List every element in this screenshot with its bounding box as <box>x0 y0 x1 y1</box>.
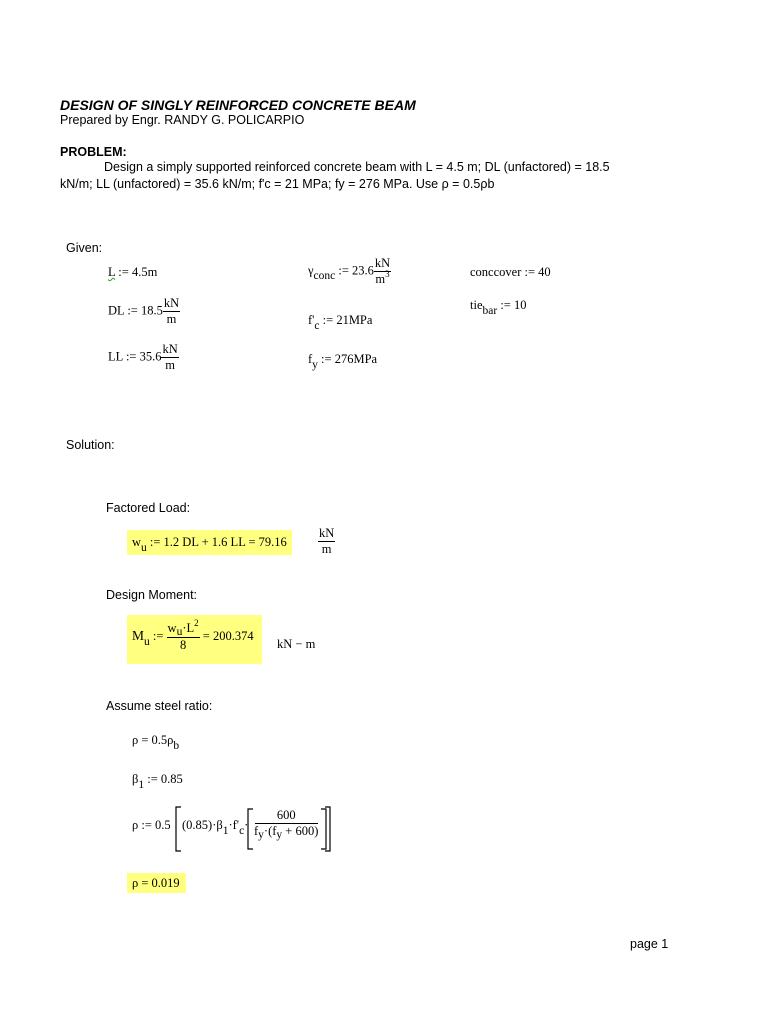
rho-formula-body: (0.85)·β1·f'c· <box>182 818 249 837</box>
rho-formula-fraction: $\frac{600}{fy\cdot(fy + 600)}$ <box>254 808 319 841</box>
unit-kN-per-m: $\frac{kN}{m}$ <box>163 296 180 326</box>
unit-kN-per-m: $\frac{kN}{m}$ <box>162 342 178 372</box>
rho-formula-prefix: ρ := 0.5 <box>132 818 171 832</box>
solution-label: Solution: <box>66 438 115 452</box>
page-number: page 1 <box>630 937 669 951</box>
given-DL: DL := 18.5 $\frac{kN}{m}$ <box>108 296 180 326</box>
beta1-definition: β1 := 0.85 <box>132 772 183 791</box>
rho-result: ρ = 0.019 <box>132 876 180 890</box>
moment-fraction: $\frac{wu\cdot L^2}{8}$ <box>167 618 199 652</box>
steel-ratio-label: Assume steel ratio: <box>106 699 213 713</box>
given-fy: fy := 276MPa <box>308 352 378 371</box>
design-moment-label: Design Moment: <box>106 588 198 602</box>
problem-label: PROBLEM: <box>60 145 127 159</box>
outer-bracket-right <box>324 806 332 852</box>
unit-kN-per-m3: $\frac{kN}{m^3}$ <box>374 256 391 286</box>
problem-line-1: Design a simply supported reinforced concrete beam with L = 4.5 m; DL (unfactored) = 18.5 <box>104 160 610 174</box>
design-moment-equation: Mu := $\frac{wu\cdot L^2}{8}$ = 200.374 <box>132 618 254 652</box>
rho-definition: ρ = 0.5ρb <box>132 733 180 752</box>
factored-load-unit: $\frac{kN}{m}$ <box>319 526 335 556</box>
given-gamma-conc: γconc := 23.6 $\frac{kN}{m^3}$ <box>308 256 391 286</box>
given-tiebar: tiebar := 10 <box>470 298 527 317</box>
given-conccover: conccover := 40 <box>470 265 551 279</box>
design-moment-unit: kN − m <box>277 637 316 651</box>
outer-bracket-left <box>174 806 182 852</box>
given-L: L := 4.5m <box>108 265 158 279</box>
factored-load-label: Factored Load: <box>106 501 191 515</box>
given-fc: f'c := 21MPa <box>308 313 373 332</box>
author-line: Prepared by Engr. RANDY G. POLICARPIO <box>60 113 305 127</box>
given-LL: LL := 35.6 $\frac{kN}{m}$ <box>108 342 178 372</box>
given-label: Given: <box>66 241 103 255</box>
factored-load-equation: wu := 1.2 DL + 1.6 LL = 79.16 <box>132 535 287 554</box>
problem-line-2: kN/m; LL (unfactored) = 35.6 kN/m; f'c = 21 MPa; fy = 276 MPa. Use ρ = 0.5ρb <box>60 177 495 191</box>
var-L: L <box>108 265 116 279</box>
document-title: DESIGN OF SINGLY REINFORCED CONCRETE BEAM <box>60 97 416 113</box>
